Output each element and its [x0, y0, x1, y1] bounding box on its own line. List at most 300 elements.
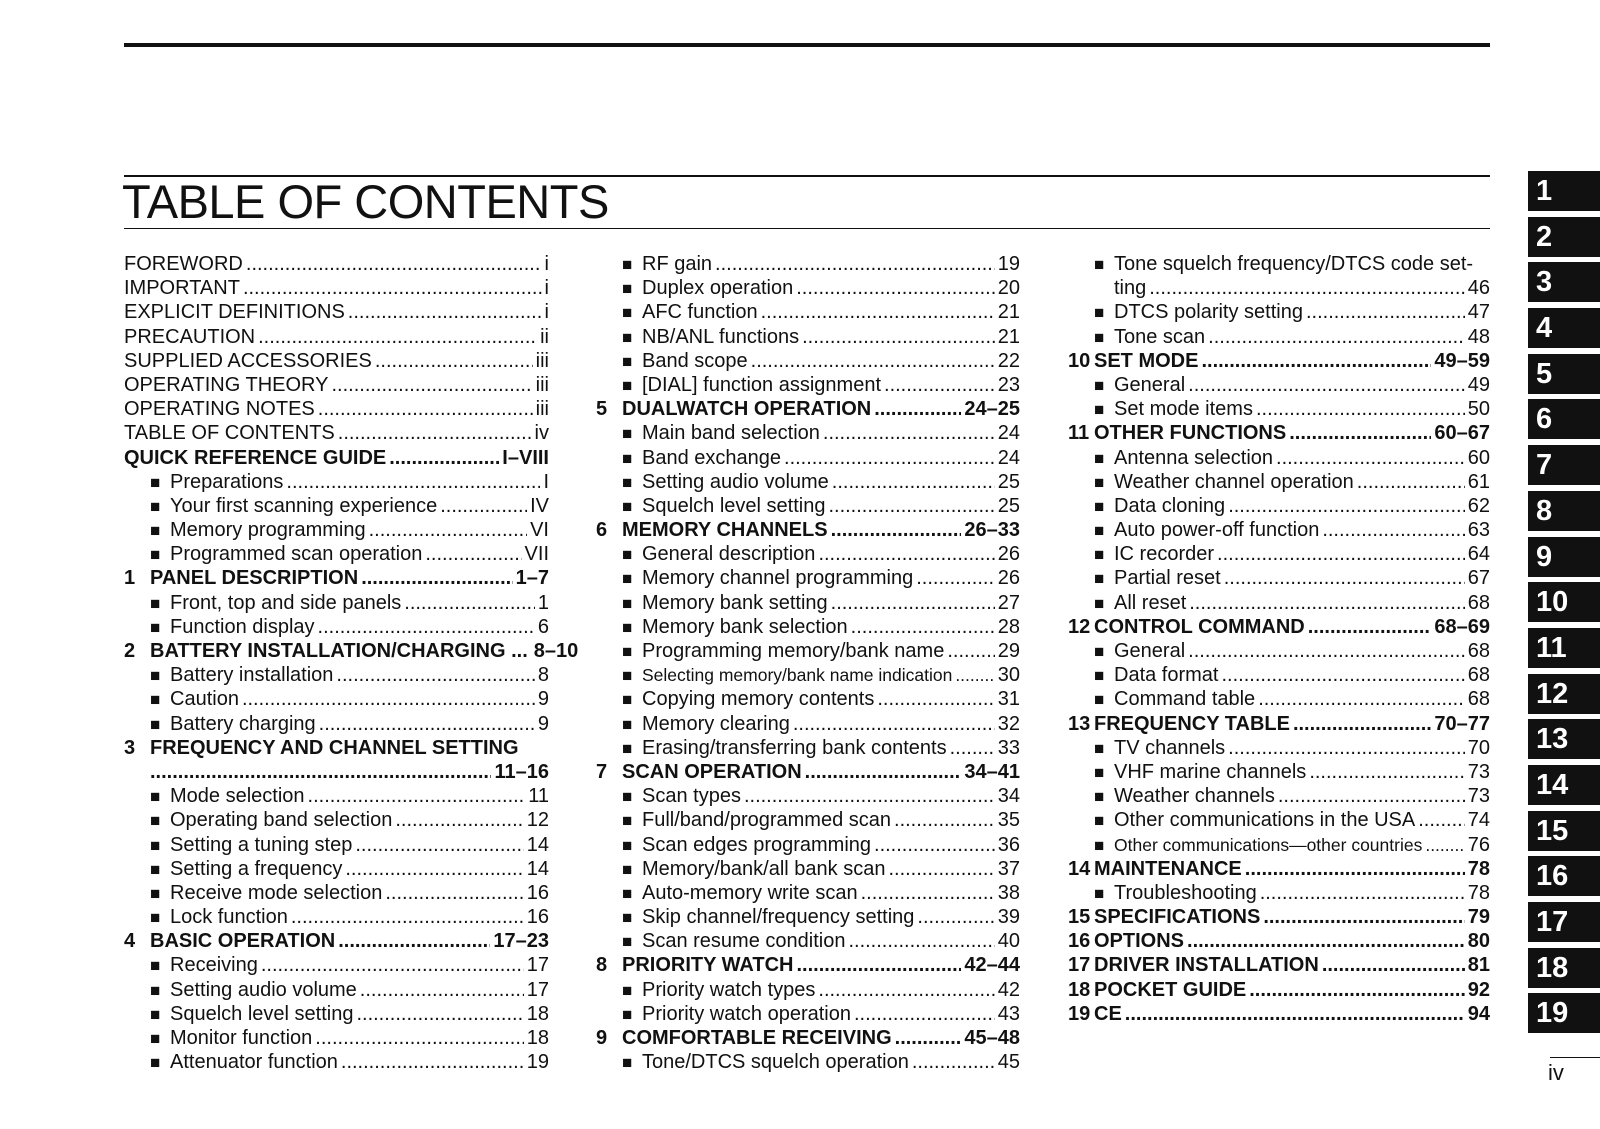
dot-leader: [854, 1003, 995, 1026]
dot-leader: [246, 253, 542, 276]
toc-page: 73: [1467, 760, 1490, 783]
dot-leader: [874, 834, 995, 857]
section-tab-10[interactable]: 10: [1528, 582, 1600, 622]
dot-leader: [1425, 835, 1464, 856]
section-number: 11: [1068, 422, 1090, 445]
toc-subentry[interactable]: [596, 737, 1020, 761]
toc-subentry[interactable]: [124, 834, 549, 858]
square-bullet-icon: ■: [150, 859, 161, 879]
toc-subentry[interactable]: [1068, 761, 1490, 785]
dot-leader: [355, 834, 523, 857]
dot-leader: [150, 761, 491, 784]
toc-subentry[interactable]: [124, 809, 549, 833]
toc-subentry[interactable]: [1068, 809, 1490, 833]
toc-subentry[interactable]: [596, 882, 1020, 906]
toc-label: IMPORTANT: [124, 277, 240, 300]
toc-section-quick-reference-guide[interactable]: [124, 447, 549, 471]
square-bullet-icon: ■: [622, 787, 633, 807]
square-bullet-icon: ■: [622, 593, 633, 613]
square-bullet-icon: ■: [622, 448, 633, 468]
toc-subentry[interactable]: [596, 277, 1020, 301]
toc-section-6[interactable]: [596, 519, 1020, 543]
dot-leader: [1308, 616, 1432, 639]
toc-subentry[interactable]: [596, 495, 1020, 519]
toc-page: 64: [1467, 543, 1490, 566]
toc-label: Battery installation: [170, 664, 334, 687]
toc-label: DTCS polarity setting: [1114, 301, 1303, 324]
toc-label: Lock function: [170, 906, 288, 929]
toc-subentry[interactable]: [124, 954, 549, 978]
toc-subentry[interactable]: [124, 906, 549, 930]
toc-label: All reset: [1114, 591, 1187, 614]
section-tab-1[interactable]: 1: [1528, 171, 1600, 211]
toc-subentry[interactable]: [124, 543, 549, 567]
toc-subentry[interactable]: [1068, 471, 1490, 495]
folio-rule: [1550, 1057, 1600, 1058]
toc-subentry[interactable]: [1068, 737, 1490, 761]
toc-label: DRIVER INSTALLATION: [1094, 954, 1319, 977]
dot-leader: [1258, 688, 1465, 711]
toc-label: Preparations: [170, 470, 284, 493]
toc-section-2[interactable]: [124, 640, 579, 664]
toc-subentry[interactable]: [124, 1027, 549, 1051]
toc-subentry[interactable]: [596, 616, 1020, 640]
toc-page: 45–48: [964, 1027, 1020, 1049]
toc-subentry[interactable]: [1068, 882, 1490, 906]
toc-subentry[interactable]: [596, 471, 1020, 495]
dot-leader: [823, 422, 995, 445]
toc-subentry[interactable]: [1068, 447, 1490, 471]
dot-leader: [258, 326, 537, 349]
toc-label: Setting a tuning step: [170, 833, 353, 856]
toc-subentry[interactable]: [1068, 543, 1490, 567]
dot-leader: [751, 350, 995, 373]
toc-subentry[interactable]: [596, 374, 1020, 398]
toc-subentry[interactable]: [124, 688, 549, 712]
toc-subentry[interactable]: [124, 471, 549, 495]
square-bullet-icon: ■: [150, 980, 161, 1000]
toc-subentry[interactable]: [1068, 640, 1490, 664]
toc-page: 25: [997, 470, 1020, 493]
square-bullet-icon: ■: [622, 859, 633, 879]
toc-page: 33: [997, 736, 1020, 759]
toc-section-4[interactable]: [124, 930, 549, 954]
toc-section-15[interactable]: [1068, 906, 1490, 930]
dot-leader: [1263, 906, 1464, 929]
square-bullet-icon: ■: [622, 1053, 633, 1073]
toc-subentry[interactable]: [596, 422, 1020, 446]
dot-leader: [895, 1027, 962, 1050]
dot-leader: [832, 471, 995, 494]
section-number: 10: [1068, 349, 1091, 372]
section-tab-19[interactable]: 19: [1528, 993, 1600, 1033]
toc-subentry[interactable]: [596, 930, 1020, 954]
dot-leader: [831, 519, 962, 542]
toc-page: IV: [530, 494, 549, 517]
toc-label: Caution: [170, 688, 239, 711]
square-bullet-icon: ■: [1094, 835, 1105, 855]
toc-page: 32: [997, 712, 1020, 735]
toc-page: 1–7: [515, 567, 549, 590]
toc-label: Troubleshooting: [1114, 881, 1257, 904]
square-bullet-icon: ■: [150, 1053, 161, 1073]
toc-label: Tone scan: [1114, 325, 1206, 348]
square-bullet-icon: ■: [622, 883, 633, 903]
toc-subentry[interactable]: [124, 1003, 549, 1027]
dot-leader: [336, 664, 534, 687]
toc-page: 45: [997, 1051, 1020, 1074]
toc-page: 9: [537, 712, 549, 735]
toc-label: QUICK REFERENCE GUIDE: [124, 446, 387, 469]
section-tab-12[interactable]: 12: [1528, 674, 1600, 714]
toc-page: 61: [1467, 470, 1490, 493]
toc-page: 29: [997, 640, 1020, 662]
toc-page: 21: [997, 325, 1020, 348]
toc-label: PRIORITY WATCH: [622, 954, 794, 977]
toc-subentry-continuation[interactable]: [1068, 277, 1490, 301]
toc-page: 6: [537, 615, 549, 638]
toc-label: Scan types: [642, 785, 741, 808]
toc-subentry[interactable]: [596, 979, 1020, 1003]
toc-page: 79: [1467, 906, 1490, 929]
dot-leader: [440, 495, 527, 518]
toc-page: 94: [1467, 1002, 1490, 1025]
toc-page: 1: [537, 591, 549, 614]
toc-subentry[interactable]: [596, 664, 1020, 688]
square-bullet-icon: ■: [150, 908, 161, 928]
toc-section-11[interactable]: [1068, 422, 1490, 446]
section-tab-13[interactable]: 13: [1528, 719, 1600, 759]
toc-subentry[interactable]: [1068, 519, 1490, 543]
dot-leader: [805, 761, 962, 784]
toc-label: PRECAUTION: [124, 325, 256, 348]
toc-label: Tone/DTCS squelch operation: [642, 1051, 909, 1074]
section-tab-11[interactable]: 11: [1528, 628, 1600, 668]
section-tab-15[interactable]: 15: [1528, 811, 1600, 851]
toc-label: Programming memory/bank name: [642, 640, 945, 662]
toc-subentry[interactable]: [124, 713, 549, 737]
toc-subentry[interactable]: [596, 543, 1020, 567]
dot-leader: [1188, 640, 1465, 663]
toc-label: OPERATING NOTES: [124, 398, 315, 421]
dot-leader: [242, 688, 535, 711]
toc-label: Weather channel operation: [1114, 470, 1354, 493]
toc-subentry[interactable]: [1068, 374, 1490, 398]
dot-leader: [888, 858, 994, 881]
toc-label: AFC function: [642, 301, 758, 324]
toc-section-16[interactable]: [1068, 930, 1490, 954]
toc-label: Other communications—other countries: [1114, 834, 1423, 855]
toc-label: OPERATING THEORY: [124, 373, 329, 396]
toc-subentry[interactable]: [1068, 398, 1490, 422]
toc-entry-foreword[interactable]: [124, 253, 549, 277]
square-bullet-icon: ■: [622, 932, 633, 952]
toc-page: 17–23: [493, 930, 549, 953]
toc-label: Duplex operation: [642, 277, 794, 300]
toc-subentry[interactable]: [124, 519, 549, 543]
toc-subentry[interactable]: [596, 326, 1020, 350]
toc-section-19[interactable]: [1068, 1003, 1490, 1027]
toc-entry-supplied-accessories[interactable]: [124, 350, 549, 374]
dot-leader: [1306, 301, 1465, 324]
square-bullet-icon: ■: [150, 835, 161, 855]
dot-leader: [338, 930, 490, 953]
toc-section-5[interactable]: [596, 398, 1020, 422]
toc-subentry[interactable]: [124, 882, 549, 906]
toc-subentry[interactable]: [596, 253, 1020, 277]
toc-page: 73: [1467, 785, 1490, 808]
dot-leader: [1228, 495, 1465, 518]
toc-section-18[interactable]: [1068, 979, 1490, 1003]
toc-section-8[interactable]: [596, 954, 1020, 978]
dot-leader: [793, 713, 995, 736]
dot-leader: [389, 447, 499, 470]
dot-leader: [715, 253, 995, 276]
toc-page: 12: [526, 809, 549, 832]
square-bullet-icon: ■: [622, 255, 633, 274]
toc-page: i: [544, 277, 549, 300]
dot-leader: [884, 374, 995, 397]
toc-subentry[interactable]: [596, 1003, 1020, 1027]
toc-entry-explicit-definitions[interactable]: [124, 301, 549, 325]
toc-subentry[interactable]: [596, 1051, 1020, 1075]
toc-label: Main band selection: [642, 422, 820, 445]
toc-subentry[interactable]: [596, 858, 1020, 882]
section-tab-4[interactable]: 4: [1528, 308, 1600, 348]
section-tabs: [1528, 171, 1600, 1039]
square-bullet-icon: ■: [1094, 255, 1105, 274]
toc-page: 42: [997, 978, 1020, 1001]
section-number: 6: [596, 519, 608, 542]
toc-subentry[interactable]: [1068, 834, 1490, 858]
toc-subentry[interactable]: [1068, 664, 1490, 688]
dot-leader: [1289, 422, 1431, 445]
toc-label: General: [1114, 640, 1186, 662]
toc-subentry[interactable]: [596, 301, 1020, 325]
dot-leader: [1249, 979, 1465, 1002]
section-tab-14[interactable]: 14: [1528, 765, 1600, 805]
toc-label: Receive mode selection: [170, 881, 383, 904]
section-tab-18[interactable]: 18: [1528, 948, 1600, 988]
toc-page: 16: [526, 906, 549, 929]
toc-entry-precaution[interactable]: [124, 326, 549, 350]
toc-subentry[interactable]: [596, 567, 1020, 591]
toc-page: 67: [1467, 567, 1490, 590]
toc-section-3[interactable]: [124, 737, 549, 761]
toc-subentry[interactable]: [596, 447, 1020, 471]
section-tab-5[interactable]: 5: [1528, 354, 1600, 394]
toc-subentry[interactable]: [124, 616, 549, 640]
toc-label: Scan resume condition: [642, 930, 846, 953]
dot-leader: [348, 301, 542, 324]
square-bullet-icon: ■: [622, 569, 633, 589]
toc-entry-table-of-contents[interactable]: [124, 422, 549, 446]
toc-section-7[interactable]: [596, 761, 1020, 785]
toc-label: Partial reset: [1114, 567, 1221, 590]
toc-subentry[interactable]: [124, 785, 549, 809]
toc-subentry[interactable]: [596, 809, 1020, 833]
dot-leader: [1357, 471, 1465, 494]
section-tab-2[interactable]: 2: [1528, 217, 1600, 257]
section-tab-6[interactable]: 6: [1528, 399, 1600, 439]
section-tab-16[interactable]: 16: [1528, 856, 1600, 896]
dot-leader: [1278, 785, 1465, 808]
section-number: 14: [1068, 857, 1091, 880]
toc-label: OTHER FUNCTIONS: [1094, 422, 1287, 445]
toc-entry-operating-notes[interactable]: [124, 398, 549, 422]
square-bullet-icon: ■: [150, 545, 161, 565]
section-tab-7[interactable]: 7: [1528, 445, 1600, 485]
toc-page: 68: [1467, 664, 1490, 687]
dot-leader: [1149, 277, 1465, 300]
toc-label: General description: [642, 543, 816, 566]
square-bullet-icon: ■: [1094, 375, 1105, 395]
toc-entry-important[interactable]: [124, 277, 549, 301]
toc-section-10[interactable]: [1068, 350, 1490, 374]
square-bullet-icon: ■: [1094, 521, 1105, 541]
toc-page: 20: [997, 277, 1020, 300]
toc-label: Battery charging: [170, 712, 316, 735]
section-tab-17[interactable]: 17: [1528, 902, 1600, 942]
section-number: 9: [596, 1027, 608, 1049]
dot-leader: [1189, 592, 1465, 615]
toc-subentry[interactable]: [124, 664, 549, 688]
toc-page: 68: [1467, 591, 1490, 614]
dot-leader: [744, 785, 995, 808]
toc-label: COMFORTABLE RECEIVING: [622, 1027, 892, 1049]
toc-page: 63: [1467, 519, 1490, 542]
toc-label: NB/ANL functions: [642, 325, 800, 348]
section-tab-9[interactable]: 9: [1528, 537, 1600, 577]
toc-subentry[interactable]: [1068, 567, 1490, 591]
toc-label: Setting audio volume: [170, 978, 357, 1001]
toc-subentry[interactable]: [596, 350, 1020, 374]
toc-label: BATTERY INSTALLATION/CHARGING ...: [150, 640, 528, 662]
toc-section-9[interactable]: [596, 1027, 1020, 1051]
toc-page: 14: [526, 857, 549, 880]
toc-subentry[interactable]: [124, 858, 549, 882]
toc-label: Memory programming: [170, 519, 366, 542]
toc-page: 76: [1467, 833, 1490, 856]
toc-page: i: [544, 301, 549, 324]
square-bullet-icon: ■: [1094, 327, 1105, 347]
square-bullet-icon: ■: [622, 811, 633, 831]
dot-leader: [341, 1051, 524, 1074]
section-number: 4: [124, 930, 136, 953]
toc-subentry[interactable]: [1068, 326, 1490, 350]
toc-subentry[interactable]: [1068, 495, 1490, 519]
toc-section-14[interactable]: [1068, 858, 1490, 882]
toc-label: VHF marine channels: [1114, 760, 1307, 783]
square-bullet-icon: ■: [622, 642, 633, 661]
toc-page: 24: [997, 446, 1020, 469]
toc-page: 47: [1467, 301, 1490, 324]
dot-leader: [877, 688, 994, 711]
toc-page: 68: [1467, 640, 1490, 662]
toc-page: 34: [997, 785, 1020, 808]
square-bullet-icon: ■: [150, 883, 161, 903]
square-bullet-icon: ■: [1094, 690, 1105, 710]
toc-subentry[interactable]: [596, 785, 1020, 809]
toc-subentry[interactable]: [1068, 785, 1490, 809]
toc-section-12[interactable]: [1068, 616, 1490, 640]
toc-subentry[interactable]: [596, 834, 1020, 858]
dot-leader: [1293, 713, 1431, 736]
toc-page: 92: [1467, 978, 1490, 1001]
square-bullet-icon: ■: [622, 327, 633, 347]
dot-leader: [345, 858, 523, 881]
toc-subentry[interactable]: [124, 495, 549, 519]
toc-label: Tone squelch frequency/DTCS code set-: [1114, 253, 1474, 275]
dot-leader: [1201, 350, 1431, 373]
toc-label: Erasing/transferring bank contents: [642, 736, 947, 759]
toc-page: 24: [997, 422, 1020, 445]
toc-subentry[interactable]: [124, 1051, 549, 1075]
square-bullet-icon: ■: [622, 617, 633, 637]
toc-page: 42–44: [964, 954, 1020, 977]
dot-leader: [385, 882, 523, 905]
toc-label: Squelch level setting: [170, 1002, 354, 1025]
toc-section-13[interactable]: [1068, 713, 1490, 737]
toc-label: Selecting memory/bank name indication: [642, 665, 953, 686]
toc-subentry[interactable]: [596, 592, 1020, 616]
dot-leader: [851, 616, 995, 639]
toc-subentry[interactable]: [1068, 592, 1490, 616]
toc-label: FREQUENCY TABLE: [1094, 712, 1290, 735]
toc-section-1[interactable]: [124, 567, 549, 591]
square-bullet-icon: ■: [150, 666, 161, 686]
square-bullet-icon: ■: [150, 617, 161, 637]
section-number: 3: [124, 736, 136, 759]
toc-subentry[interactable]: [1068, 688, 1490, 712]
toc-label: Setting audio volume: [642, 470, 829, 493]
toc-page: 27: [997, 591, 1020, 614]
toc-page: 49: [1467, 373, 1490, 396]
square-bullet-icon: ■: [150, 593, 161, 613]
dot-leader: [261, 954, 524, 977]
dot-leader: [828, 495, 994, 518]
toc-label: Full/band/programmed scan: [642, 809, 892, 832]
section-tab-8[interactable]: 8: [1528, 491, 1600, 531]
toc-subentry[interactable]: [596, 713, 1020, 737]
square-bullet-icon: ■: [1094, 883, 1105, 903]
toc-subentry[interactable]: [124, 592, 549, 616]
toc-page: 16: [526, 881, 549, 904]
toc-subentry[interactable]: [596, 906, 1020, 930]
toc-subentry[interactable]: [124, 979, 549, 1003]
toc-page: 62: [1467, 494, 1490, 517]
dot-leader: [784, 447, 995, 470]
toc-page: iv: [534, 422, 549, 445]
toc-page: VII: [524, 543, 549, 566]
toc-label: Skip channel/frequency setting: [642, 906, 915, 929]
dot-leader: [818, 979, 994, 1002]
toc-subentry[interactable]: [1068, 301, 1490, 325]
square-bullet-icon: ■: [622, 375, 633, 395]
toc-section-17[interactable]: [1068, 954, 1490, 978]
toc-subentry[interactable]: [1068, 253, 1490, 277]
dot-leader: [1322, 954, 1465, 977]
toc-subentry[interactable]: [596, 640, 1020, 664]
toc-section-3-continuation[interactable]: [124, 761, 549, 785]
toc-label: EXPLICIT DEFINITIONS: [124, 301, 345, 324]
toc-page: 48: [1467, 325, 1490, 348]
section-tab-3[interactable]: 3: [1528, 262, 1600, 302]
toc-entry-operating-theory[interactable]: [124, 374, 549, 398]
toc-subentry[interactable]: [596, 688, 1020, 712]
toc-label: Memory/bank/all bank scan: [642, 857, 886, 880]
toc-page: I–VIII: [502, 446, 549, 469]
